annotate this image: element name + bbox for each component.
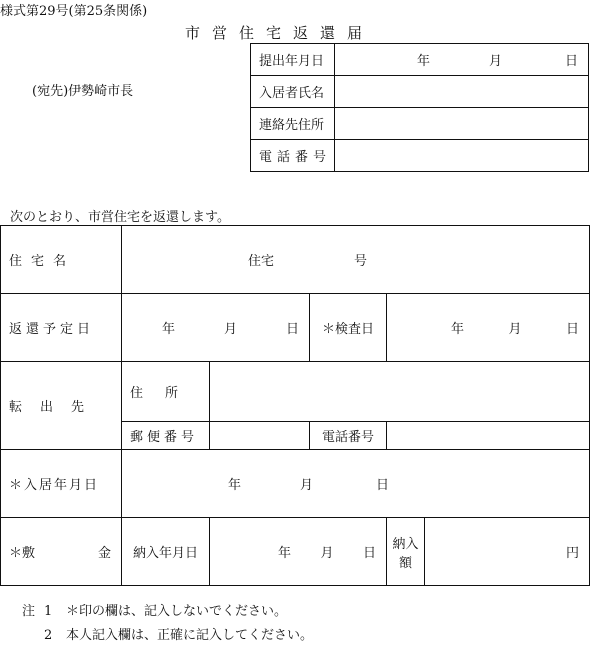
inspection-label: ＊検査日 bbox=[310, 294, 387, 362]
moving-to-label: 転出先 bbox=[1, 362, 122, 450]
resident-name-field[interactable] bbox=[334, 76, 588, 108]
yen-unit: 円 bbox=[565, 546, 579, 561]
submission-date-field[interactable] bbox=[334, 44, 588, 76]
year-unit: 年 bbox=[451, 322, 465, 337]
housing-name-field[interactable] bbox=[122, 226, 590, 294]
header-table bbox=[250, 43, 589, 172]
year-unit: 年 bbox=[416, 54, 430, 69]
day-unit: 日 bbox=[376, 478, 390, 493]
month-unit: 月 bbox=[300, 478, 314, 493]
deposit-label-1: ＊敷 bbox=[9, 546, 36, 561]
address-label: 住所 bbox=[122, 362, 210, 422]
table-row bbox=[251, 44, 589, 76]
contact-address-label: 連絡先住所 bbox=[251, 108, 335, 140]
housing-text: 住宅 bbox=[248, 254, 275, 269]
moving-phone-label: 電話番号 bbox=[310, 422, 387, 450]
planned-return-field[interactable] bbox=[122, 294, 310, 362]
note-number: 1 bbox=[44, 604, 53, 619]
planned-return-label: 返還予定日 bbox=[1, 294, 122, 362]
housing-name-label: 住宅名 bbox=[1, 226, 122, 294]
note-text: 本人記入欄は、正確に記入してください。 bbox=[66, 628, 314, 643]
day-unit: 日 bbox=[565, 322, 579, 337]
move-in-date-field[interactable] bbox=[122, 450, 590, 518]
move-in-date-label: ＊入居年月日 bbox=[1, 450, 122, 518]
intro-text: 次のとおり、市営住宅を返還します。 bbox=[10, 210, 230, 225]
table-row bbox=[1, 450, 590, 518]
day-unit: 日 bbox=[362, 546, 376, 561]
phone-field[interactable] bbox=[334, 140, 588, 172]
resident-name-label: 入居者氏名 bbox=[251, 76, 335, 108]
form-title: 市営住宅返還届 bbox=[185, 24, 375, 42]
deposit-label-2: 金 bbox=[97, 546, 111, 561]
note-text: ＊印の欄は、記入しないでください。 bbox=[66, 604, 288, 619]
note-item bbox=[22, 624, 313, 648]
note-number: 2 bbox=[44, 628, 53, 643]
table-row bbox=[251, 140, 589, 172]
day-unit: 日 bbox=[564, 54, 578, 69]
table-row bbox=[1, 518, 590, 586]
number-suffix: 号 bbox=[354, 254, 368, 269]
note-item bbox=[22, 600, 313, 624]
month-unit: 月 bbox=[488, 54, 502, 69]
year-unit: 年 bbox=[162, 322, 176, 337]
submission-date-label: 提出年月日 bbox=[251, 44, 335, 76]
payment-amount-label: 納入額 bbox=[387, 518, 425, 586]
deposit-label bbox=[1, 518, 122, 586]
contact-address-field[interactable] bbox=[334, 108, 588, 140]
inspection-field[interactable] bbox=[387, 294, 590, 362]
notes-prefix: 注 bbox=[22, 604, 36, 619]
payment-date-field[interactable] bbox=[210, 518, 387, 586]
payment-date-label: 納入年月日 bbox=[122, 518, 210, 586]
addressee: (宛先)伊勢崎市長 bbox=[32, 84, 134, 99]
table-row bbox=[1, 294, 590, 362]
form-number: 様式第29号(第25条関係) bbox=[0, 4, 148, 19]
year-unit: 年 bbox=[228, 478, 242, 493]
table-row bbox=[251, 108, 589, 140]
month-unit: 月 bbox=[320, 546, 334, 561]
moving-phone-field[interactable] bbox=[387, 422, 590, 450]
table-row bbox=[1, 362, 590, 422]
table-row bbox=[1, 226, 590, 294]
phone-label: 電話番号 bbox=[251, 140, 335, 172]
table-row bbox=[251, 76, 589, 108]
postal-code-field[interactable] bbox=[210, 422, 310, 450]
payment-amount-field[interactable] bbox=[425, 518, 590, 586]
day-unit: 日 bbox=[285, 322, 299, 337]
month-unit: 月 bbox=[508, 322, 522, 337]
main-table bbox=[0, 225, 590, 586]
notes bbox=[22, 600, 313, 648]
moving-address-field[interactable] bbox=[210, 362, 590, 422]
month-unit: 月 bbox=[223, 322, 237, 337]
postal-code-label: 郵便番号 bbox=[122, 422, 210, 450]
year-unit: 年 bbox=[278, 546, 292, 561]
